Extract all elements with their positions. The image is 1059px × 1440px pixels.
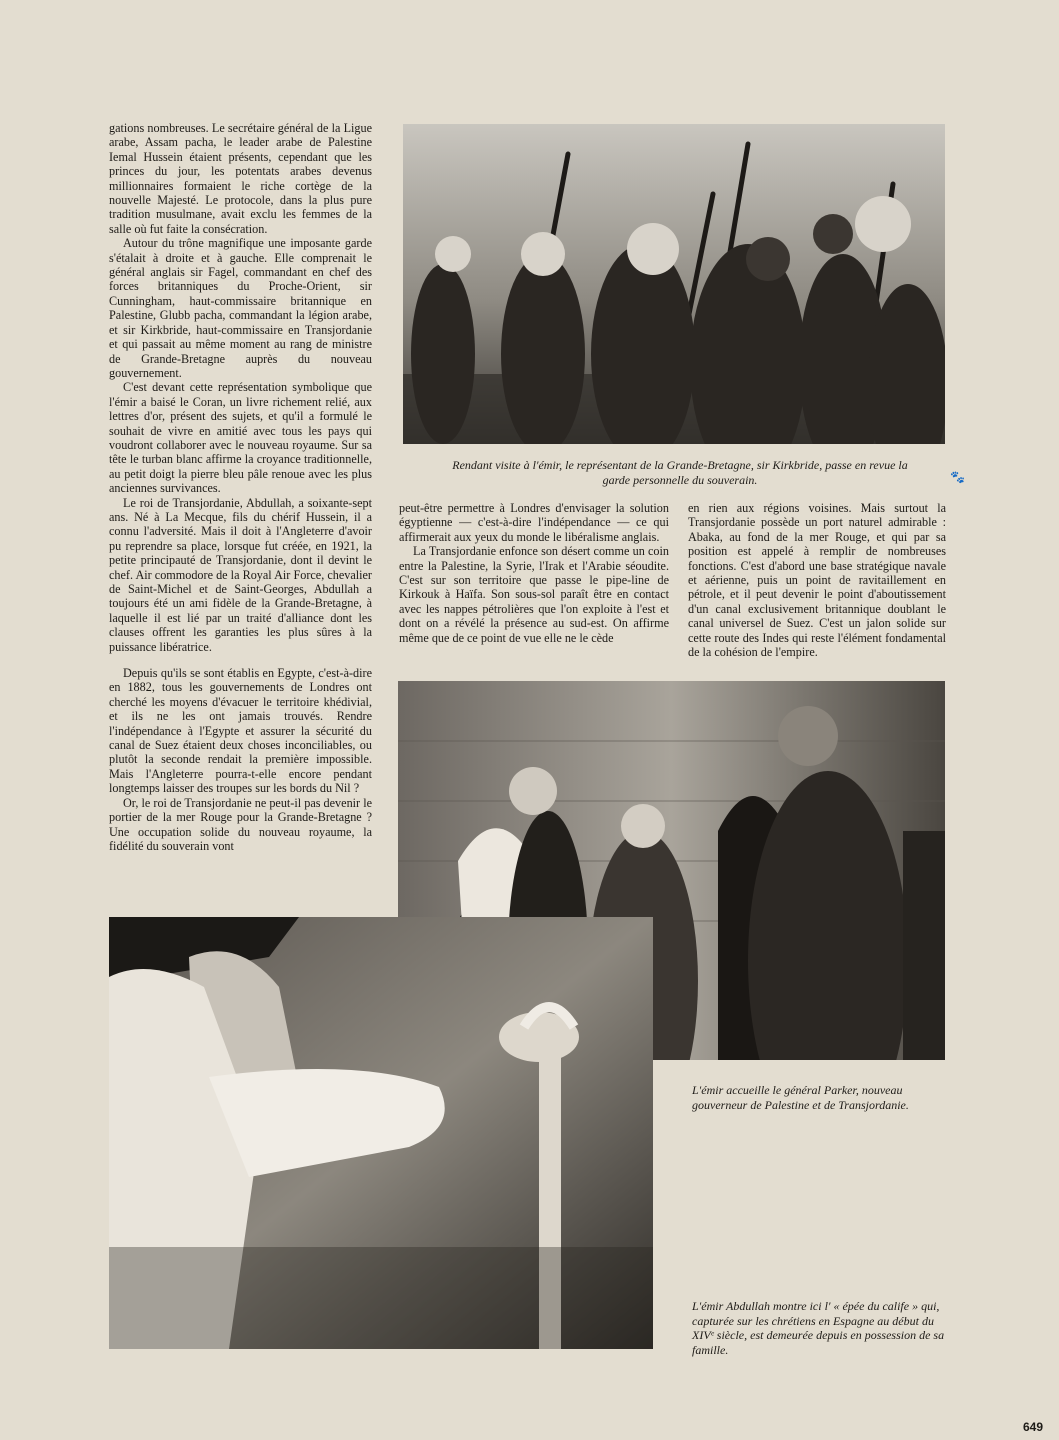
photo-credit-icon: 🐾 [950,470,965,484]
photo-guard-review [403,124,945,444]
caption-sword: L'émir Abdullah montre ici l' « épée du calife » qui, capturée sur les chrétiens en Espagne au début du XIVᵉ siècle, est demeurée depuis en possession de sa famille. [692,1299,945,1357]
photo-emir-sword [109,917,653,1349]
paragraph: Or, le roi de Transjordanie ne peut-il pas devenir le portier de la mer Rouge pour la Grande-Bretagne ? Une occupation solide du nouveau royaume, la fidélité du souverain vont [109,795,372,853]
paragraph: Autour du trône magnifique une imposante garde s'étalait à droite et à gauche. Elle comprenait le général anglais sir Fagel, commandant en chef des forces britanniques du Proche-Orient, sir Cunningham, haut-commissaire britannique en Palestine, Glubb pacha, commandant la légion arabe, et sir Kirkbride, haut-commissaire en Transjordanie et qui passait au même moment au rang de ministre de Grande-Bretagne auprès du nouveau gouvernement. [109,236,372,380]
paragraph: C'est devant cette représentation symbolique que l'émir a baisé le Coran, un livre richement relié, aux lettres d'or, présent des sujets, et qu'il a formulé le souhait de vivre en amitié avec tous les pays qui voudront collaborer avec le nouveau royaume. Sur sa tête le turban blanc affirme la croyance traditionnelle, au petit doigt la pierre bleu pâle renoue avec les plus anciennes survivances. [109,380,372,496]
caption-guard: Rendant visite à l'émir, le représentant de la Grande-Bretagne, sir Kirkbride, passe en revue la garde personnelle du souverain. [452,458,908,487]
text-column-right [688,501,946,659]
paragraph: peut-être permettre à Londres d'envisager la solution égyptienne — c'est-à-dire l'indépendance — ce qui affirmerait aux yeux du monde le libéralisme anglais. [399,501,669,544]
text-column-left [109,121,372,853]
paragraph: en rien aux régions voisines. Mais surtout la Transjordanie possède un port naturel admirable : Abaka, au fond de la mer Rouge, et qui par sa position est appelé à remplir de nombreuses fonctions. C'est d'abord une base stratégique navale et aérienne, puis un point de ravitaillement en pétrole, et il peut devenir le point d'aboutissement d'un canal exclusivement britannique doublant le canal universel de Suez. C'est un jalon solide sur cette route des Indes qui reste l'élément fondamental de la cohésion de l'empire. [688,501,946,660]
text-column-middle [399,501,669,645]
caption-parker: L'émir accueille le général Parker, nouveau gouverneur de Palestine et de Transjordanie. [692,1083,909,1112]
paragraph: gations nombreuses. Le secrétaire général de la Ligue arabe, Assam pacha, le leader arabe de Palestine Iemal Hussein étaient présents, cependant que les princes du jour, les potentats arabes devenus millionnaires formaient le riche cortège de la nouvelle Majesté. Le protocole, dans la plus pure tradition musulmane, avait exclu les femmes de la salle où fut faite la consécration. [109,121,372,236]
paragraph: Le roi de Transjordanie, Abdullah, a soixante-sept ans. Né à La Mecque, fils du chérif Hussein, il a connu l'adversité. Mais il doit à l'Angleterre d'avoir pu reprendre sa place, lorsque fut créée, en 1921, la petite principauté de Transjordanie, dont il devint le chef. Air commodore de la Royal Air Force, chevalier de Saint-Michel et de Saint-Georges, Abdullah a toujours été un ami fidèle de la Grande-Bretagne, à laquelle il est lié par un traité d'alliance dont les clauses offrent les garanties les plus sûres à la puissance libératrice. [109,495,372,654]
paragraph: La Transjordanie enfonce son désert comme un coin entre la Palestine, la Syrie, l'Irak et l'Arabie séoudite. C'est sur son territoire que passe le pipe-line de Kirkouk à Haïfa. Son sous-sol paraît être en contact avec les nappes pétrolières que l'on exploite à l'est et dont on a révélé la présence au sud-est. On affirme même que de ce point de vue elle ne le cède [399,544,669,645]
page-number: 649 [1022,1420,1043,1434]
paragraph: Depuis qu'ils se sont établis en Egypte, c'est-à-dire en 1882, tous les gouvernements de Londres ont cherché les moyens d'évacuer le territoire khédivial, et ils ne les ont jamais trouvés. Rendre l'indépendance à l'Egypte et assurer la sécurité du canal de Suez étaient deux choses inconciliables, ou plutôt la seconde rendait la première impossible. Mais l'Angleterre pourra-t-elle encore pendant longtemps laisser des troupes sur les bords du Nil ? [109,666,372,796]
